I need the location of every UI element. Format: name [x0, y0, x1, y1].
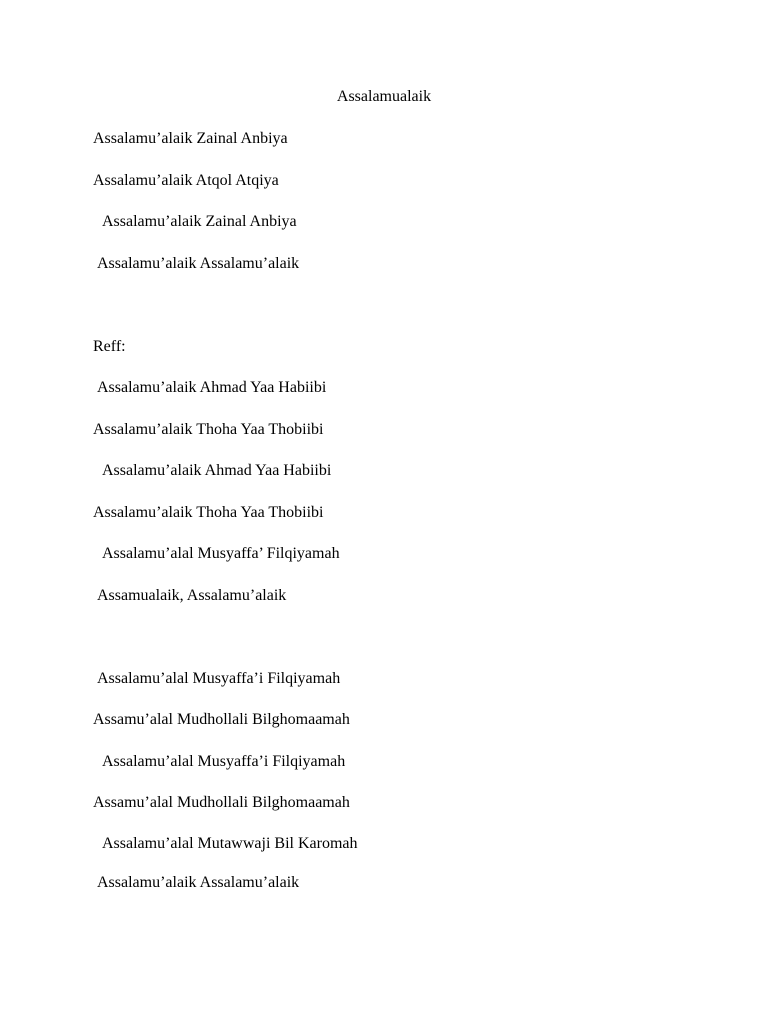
verse2-line-3: Assalamu’alal Musyaffa’i Filqiyamah [102, 753, 346, 770]
verse1-line-2: Assalamu’alaik Atqol Atqiya [93, 172, 279, 189]
verse1-line-4: Assalamu’alaik Assalamu’alaik [97, 255, 300, 272]
chorus-line-5: Assalamu’alal Musyaffa’ Filqiyamah [102, 545, 340, 562]
document-title: Assalamualaik [336, 88, 432, 105]
chorus-line-4: Assalamu’alaik Thoha Yaa Thobiibi [93, 504, 324, 521]
verse2-line-4: Assamu’alal Mudhollali Bilghomaamah [93, 794, 350, 811]
verse2-line-1: Assalamu’alal Musyaffa’i Filqiyamah [97, 670, 341, 687]
chorus-line-2: Assalamu’alaik Thoha Yaa Thobiibi [93, 421, 324, 438]
verse1-line-3: Assalamu’alaik Zainal Anbiya [102, 213, 297, 230]
chorus-line-6: Assamualaik, Assalamu’alaik [97, 587, 287, 604]
verse2-line-5: Assalamu’alal Mutawwaji Bil Karomah [102, 835, 358, 852]
verse2-line-2: Assamu’alal Mudhollali Bilghomaamah [93, 711, 350, 728]
verse1-line-1: Assalamu’alaik Zainal Anbiya [93, 130, 288, 147]
verse2-line-6: Assalamu’alaik Assalamu’alaik [97, 874, 300, 891]
chorus-line-3: Assalamu’alaik Ahmad Yaa Habiibi [102, 462, 332, 479]
chorus-label: Reff: [93, 338, 126, 355]
chorus-line-1: Assalamu’alaik Ahmad Yaa Habiibi [97, 379, 327, 396]
